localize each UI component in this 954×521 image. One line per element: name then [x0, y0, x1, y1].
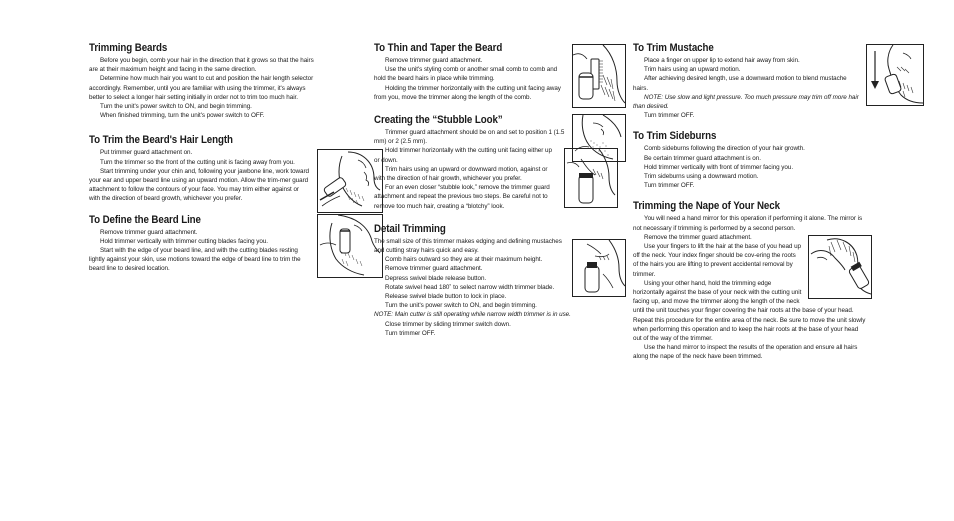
face-profile-detail-trimmer-icon	[573, 240, 625, 296]
head-back-nape-trimmer-icon	[809, 236, 871, 298]
paragraph: Turn the unit's power switch to ON, and begin trimming.	[100, 103, 252, 111]
paragraph: Trim hairs using an upward or downward motion, against or with the direction of hair growth, whichever you prefer.	[374, 165, 548, 183]
paragraph: Using your other hand, hold the trimming edge horizontally against the base of your neck with the cutting unit facing up, and move the trimmer along the length of the neck until the unit touches your finger covering the hair roots at the base of your head. Repeat this procedure for the entire area of the neck. Be sure to move the unit slowly when performing this operation and to keep the hair roots at the base of your head out of the way of the trimmer.	[633, 279, 866, 343]
heading-trim-beard-length: To Trim the Beard's Hair Length	[89, 134, 233, 147]
paragraph: Holding the trimmer horizontally with the cutting unit facing away from you, move the trimmer along the length of the comb.	[374, 84, 561, 101]
paragraph: Start trimming under your chin and, following your jawbone line, work toward your ear and upper beard line using an upward motion. Allow the trim-mer guard attachment to follow the contours of your face. You may trim either against or with the direction of beard growth, whichever you prefer.	[89, 167, 309, 203]
paragraph: Turn the unit's power switch to ON, and begin trimming.	[385, 302, 537, 310]
paragraph: Use the hand mirror to inspect the results of the operation and ensure all hairs along the nape of the neck have been trimmed.	[633, 344, 858, 361]
paragraph: Hold trimmer vertically with trimmer cutting blades facing you.	[100, 237, 268, 245]
paragraph: Be certain trimmer guard attachment is on.	[644, 154, 761, 162]
face-profile-trimmer-cheek-icon	[318, 215, 382, 277]
illustration-thin-taper	[572, 44, 626, 108]
paragraph: Comb sideburns following the direction of your hair growth.	[644, 145, 805, 153]
heading-sideburns: To Trim Sideburns	[633, 130, 717, 143]
paragraph: Determine how much hair you want to cut and position the hair length selector accordingly. Remember, until you are familiar with using the trimmer, it's always better to select a longer hair setting initially in order not to trim too much hair.	[89, 75, 314, 101]
heading-stubble: Creating the “Stubble Look”	[374, 114, 503, 127]
section-sideburns	[633, 130, 868, 190]
paragraph: Hold trimmer vertically with front of trimmer facing you.	[644, 163, 794, 171]
heading-mustache: To Trim Mustache	[633, 42, 714, 54]
illustration-stubble-trimmer	[564, 148, 618, 208]
section-trimming-beards	[89, 42, 321, 120]
section-thin-taper	[374, 42, 574, 102]
face-profile-trimmer-chin-icon	[318, 150, 382, 212]
face-profile-stubble-icon	[565, 149, 617, 207]
paragraph: Close trimmer by sliding trimmer switch down.	[385, 320, 511, 328]
column-right	[633, 42, 868, 376]
paragraph: Trim hairs using an upward motion.	[644, 66, 741, 74]
paragraph: Depress swivel blade release button.	[385, 274, 487, 282]
section-define-beard-line	[89, 214, 321, 274]
heading-thin-taper: To Thin and Taper the Beard	[374, 42, 503, 54]
paragraph: Hold trimmer horizontally with the cutting unit facing either up or down.	[374, 147, 552, 164]
paragraph: Use the unit's styling comb or another small comb to comb and hold the beard hairs in place while trimming.	[374, 66, 558, 83]
paragraph: Use your fingers to lift the hair at the base of you head up off the neck. Your index finger should be cov-ering the roots of the hairs you are lifting to prevent accidental removal by trimmer.	[633, 243, 801, 278]
paragraph: Turn trimmer OFF.	[385, 329, 436, 337]
heading-define-beard-line: To Define the Beard Line	[89, 213, 201, 226]
paragraph: Turn trimmer OFF.	[644, 112, 695, 120]
paragraph: Turn the trimmer so the front of the cutting unit is facing away from you.	[100, 158, 295, 166]
paragraph: Rotate swivel head 180˚ to select narrow width trimmer blade.	[385, 283, 555, 291]
paragraph: Release swivel blade button to lock in place.	[385, 293, 507, 301]
illustration-detail	[572, 239, 626, 297]
paragraph: Turn trimmer OFF.	[644, 182, 695, 190]
paragraph: Start with the edge of your beard line, and with the cutting blades resting lightly against your skin, use motions toward the edge of beard line to trim the beard line to desired location.	[89, 247, 301, 273]
illustration-nape	[808, 235, 872, 299]
heading-detail: Detail Trimming	[374, 222, 446, 235]
paragraph: Remove trimmer guard attachment.	[385, 265, 483, 273]
heading-trimming-beards: Trimming Beards	[89, 42, 168, 54]
paragraph: The small size of this trimmer makes edging and defining mustaches and cutting stray hairs quick and easy.	[374, 237, 562, 255]
section-trim-beard-length	[89, 134, 321, 203]
paragraph: For an even closer “stubble look,” remove the trimmer guard attachment and repeat the previous two steps. Be careful not to remove too much hair, creating a “blotchy” look.	[374, 184, 550, 210]
paragraph: Before you begin, comb your hair in the direction that it grows so that the hairs are at their maximum height and facing in the same direction.	[89, 57, 314, 74]
paragraph: You will need a hand mirror for this operation if performing it alone. The mirror is not necessary if trimming is performed by a second person.	[633, 215, 863, 232]
paragraph: Put trimmer guard attachment on.	[100, 149, 193, 157]
paragraph: Place a finger on upper lip to extend hair away from skin.	[644, 57, 800, 64]
paragraph: Trimmer guard attachment should be on and set to position 1 (1.5 mm) or 2 (2.5 mm).	[374, 129, 565, 146]
face-profile-mustache-arrow-icon	[867, 45, 923, 105]
paragraph: Remove the trimmer guard attachment.	[644, 233, 752, 241]
paragraph: Comb hairs outward so they are at their maximum height.	[385, 256, 543, 264]
paragraph: Remove trimmer guard attachment.	[100, 228, 198, 236]
column-middle	[374, 42, 574, 352]
column-left	[89, 42, 321, 288]
paragraph: Remove trimmer guard attachment.	[385, 57, 483, 64]
paragraph: When finished trimming, turn the unit's power switch to OFF.	[100, 112, 265, 120]
section-mustache	[633, 42, 868, 120]
section-nape	[633, 200, 868, 361]
section-stubble	[374, 114, 574, 211]
illustration-mustache	[866, 44, 924, 106]
heading-nape: Trimming the Nape of Your Neck	[633, 200, 780, 213]
paragraph: After achieving desired length, use a downward motion to blend mustache hairs.	[633, 75, 847, 92]
face-profile-comb-trimmer-icon	[573, 45, 625, 107]
section-detail	[374, 223, 574, 338]
note: NOTE: Main cutter is still operating while narrow width trimmer is in use.	[374, 311, 571, 319]
note: NOTE: Use slow and light pressure. Too much pressure may trim off more hair than desired.	[633, 93, 859, 111]
paragraph: Trim sideburns using a downward motion.	[644, 173, 759, 181]
